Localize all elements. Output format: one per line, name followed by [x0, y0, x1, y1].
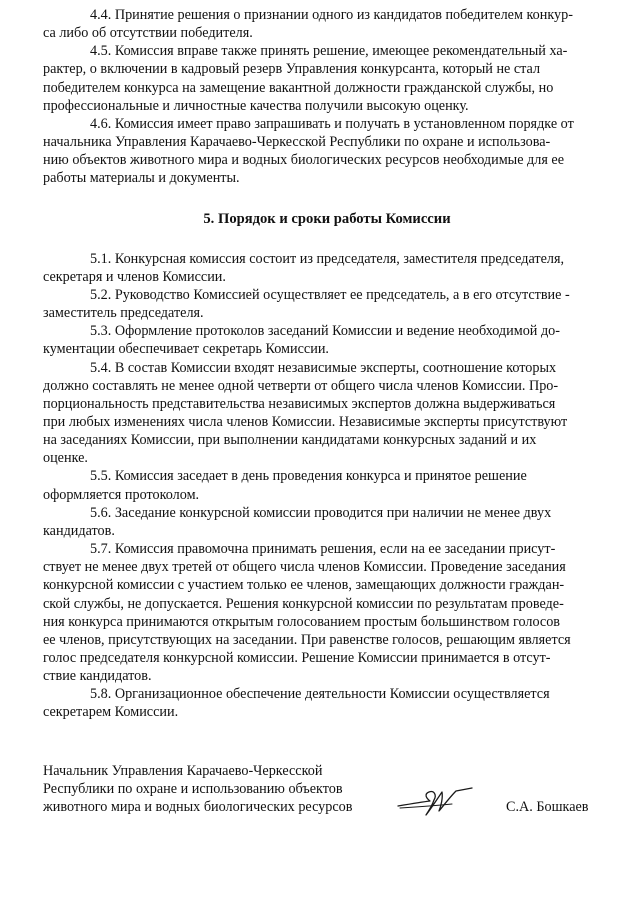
section-title: 5. Порядок и сроки работы Комиссии [203, 210, 451, 227]
paragraph-4-4: 4.4. Принятие решения о признании одного из кандидатов победителем конкур- са либо об отсутствии победителя. [43, 7, 573, 42]
document-body [43, 6, 611, 722]
signatory-position-line: Республики по охране и использованию объектов [43, 781, 343, 798]
paragraph-5-1: 5.1. Конкурсная комиссия состоит из председателя, заместителя председателя, секретаря и членов Комиссии. [43, 250, 565, 285]
paragraph-5-2: 5.2. Руководство Комиссией осуществляет ее председатель, а в его отсутствие - заместитель председателя. [43, 286, 570, 322]
paragraph-5-8: 5.8. Организационное обеспечение деятельности Комиссии осуществляется секретарем Комиссии. [43, 686, 550, 721]
signatory-name: С.А. Бошкаев [506, 799, 589, 815]
paragraph-5-3: 5.3. Оформление протоколов заседаний Комиссии и ведение необходимой до- кументации обеспечивает секретарь Комиссии. [43, 323, 560, 358]
paragraph-5-6: 5.6. Заседание конкурсной комиссии проводится при наличии не менее двух кандидатов. [43, 504, 552, 539]
handwritten-signature-icon [396, 784, 474, 820]
paragraph-4-6: 4.6. Комиссия имеет право запрашивать и получать в установленном порядке от начальника Управления Карачаево-Черкесской Республики по охране и использова- нию объектов животного мира и водных биологических ресурсов необходимые для ее работы материалы и документы. [43, 115, 574, 187]
signatory-position-line: Начальник Управления Карачаево-Черкесской [43, 763, 323, 779]
paragraph-5-7: 5.7. Комиссия правомочна принимать решения, если на ее заседании присут- ствует не менее двух третей от общего числа членов Комиссии. Проведение заседания конкурсной комиссии с участием только ее членов, замещающих должности граждан- ской службы, не допускается. Решения конкурсной комиссии по результатам проведе- ния конкурса принимаются открытым голосованием простым большинством голосов ее членов, присутствующих на заседании. При равенстве голосов, решающим является голос председателя конкурсной комиссии. Решение Комиссии принимается в отсут- ствие кандидатов. [43, 541, 571, 685]
paragraph-5-4: 5.4. В состав Комиссии входят независимые эксперты, соотношение которых должно составлять не менее одной четверти от общего числа членов Комиссии. Про- порциональность представительства независимых экспертов должна выдерживаться при любых изменениях числа членов Комиссии. Независимые эксперты присутствуют на заседаниях Комиссии, при выполнении кандидатами конкурсных заданий и их оценке. [43, 359, 568, 467]
paragraph-5-5: 5.5. Комиссия заседает в день проведения конкурса и принятое решение оформляется протоколом. [43, 468, 527, 503]
signatory-position-line: животного мира и водных биологических ресурсов [43, 799, 353, 816]
paragraph-4-5: 4.5. Комиссия вправе также принять решение, имеющее рекомендательный ха- рактер, о включении в кадровый резерв Управления конкурсанта, который не стал победителем конкурса на замещение вакантной должности гражданской службы, но профессиональные и личностные качества получили высокую оценку. [43, 43, 568, 114]
signature-block [43, 762, 611, 817]
